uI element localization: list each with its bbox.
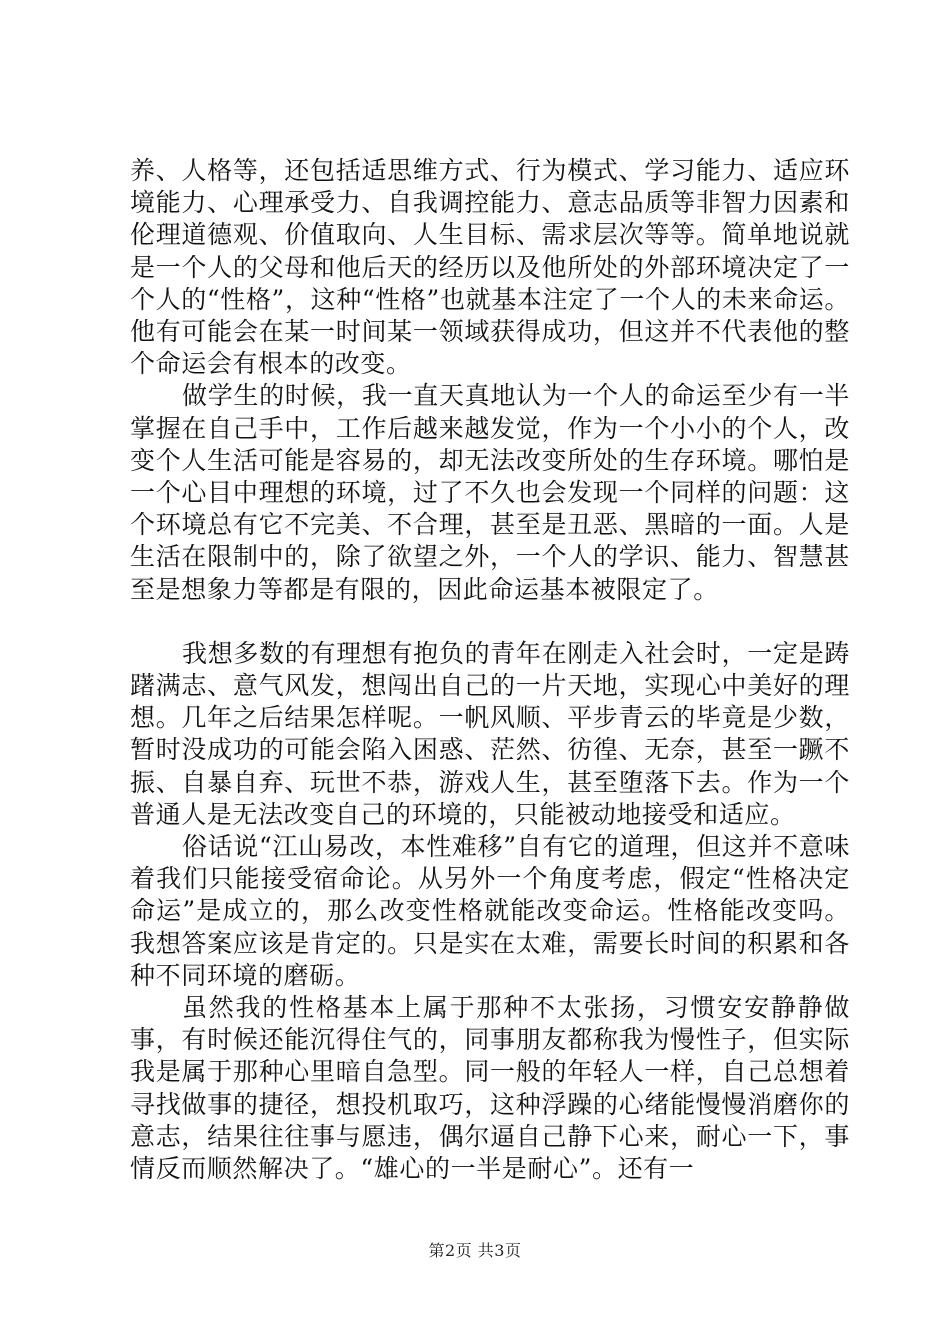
document-body [130,155,850,1185]
paragraph-2: 做学生的时候，我一直天真地认为一个人的命运至少有一半掌握在自己手中，工作后越来越发觉，作为一个小小的个人，改变个人生活可能是容易的，却无法改变所处的生存环境。哪怕是一个心目中理想的环境，过了不久也会发现一个同样的问题：这个环境总有它不完美、不合理，甚至是丑恶、黑暗的一面。人是生活在限制中的，除了欲望之外，一个人的学识、能力、智慧甚至是想象力等都是有限的，因此命运基本被限定了。 [130,381,850,604]
paragraph-gap [130,606,850,638]
paragraph-4: 俗话说“江山易改，本性难移”自有它的道理，但这并不意味着我们只能接受宿命论。从另外一个角度考虑，假定“性格决定命运”是成立的，那么改变性格就能改变命运。性格能改变吗。我想答案应该是肯定的。只是实在太难，需要长时间的积累和各种不同环境的磨砺。 [130,832,850,990]
page-number-footer: 第2页 共3页 [428,1241,522,1260]
paragraph-5: 虽然我的性格基本上属于那种不太张扬，习惯安安静静做事，有时候还能沉得住气的，同事朋友都称我为慢性子，但实际我是属于那种心里暗自急型。同一般的年轻人一样，自己总想着寻找做事的捷径，想投机取巧，这种浮躁的心绪能慢慢消磨你的意志，结果往往事与愿违，偶尔逼自己静下心来，耐心一下，事情反而顺然解决了。“雄心的一半是耐心”。还有一 [130,993,850,1184]
paragraph-1: 养、人格等，还包括适思维方式、行为模式、学习能力、适应环境能力、心理承受力、自我调控能力、意志品质等非智力因素和伦理道德观、价值取向、人生目标、需求层次等等。简单地说就是一个人的父母和他后天的经历以及他所处的外部环境决定了一个人的“性格”，这种“性格”也就基本注定了一个人的未来命运。他有可能会在某一时间某一领域获得成功，但这并不代表他的整个命运会有根本的改变。 [130,156,850,379]
paragraph-3: 我想多数的有理想有抱负的青年在刚走入社会时，一定是踌躇满志、意气风发，想闯出自己的一片天地，实现心中美好的理想。几年之后结果怎样呢。一帆风顺、平步青云的毕竟是少数，暂时没成功的可能会陷入困惑、茫然、彷徨、无奈，甚至一蹶不振、自暴自弃、玩世不恭，游戏人生，甚至堕落下去。作为一个普通人是无法改变自己的环境的，只能被动地接受和适应。 [130,638,850,829]
